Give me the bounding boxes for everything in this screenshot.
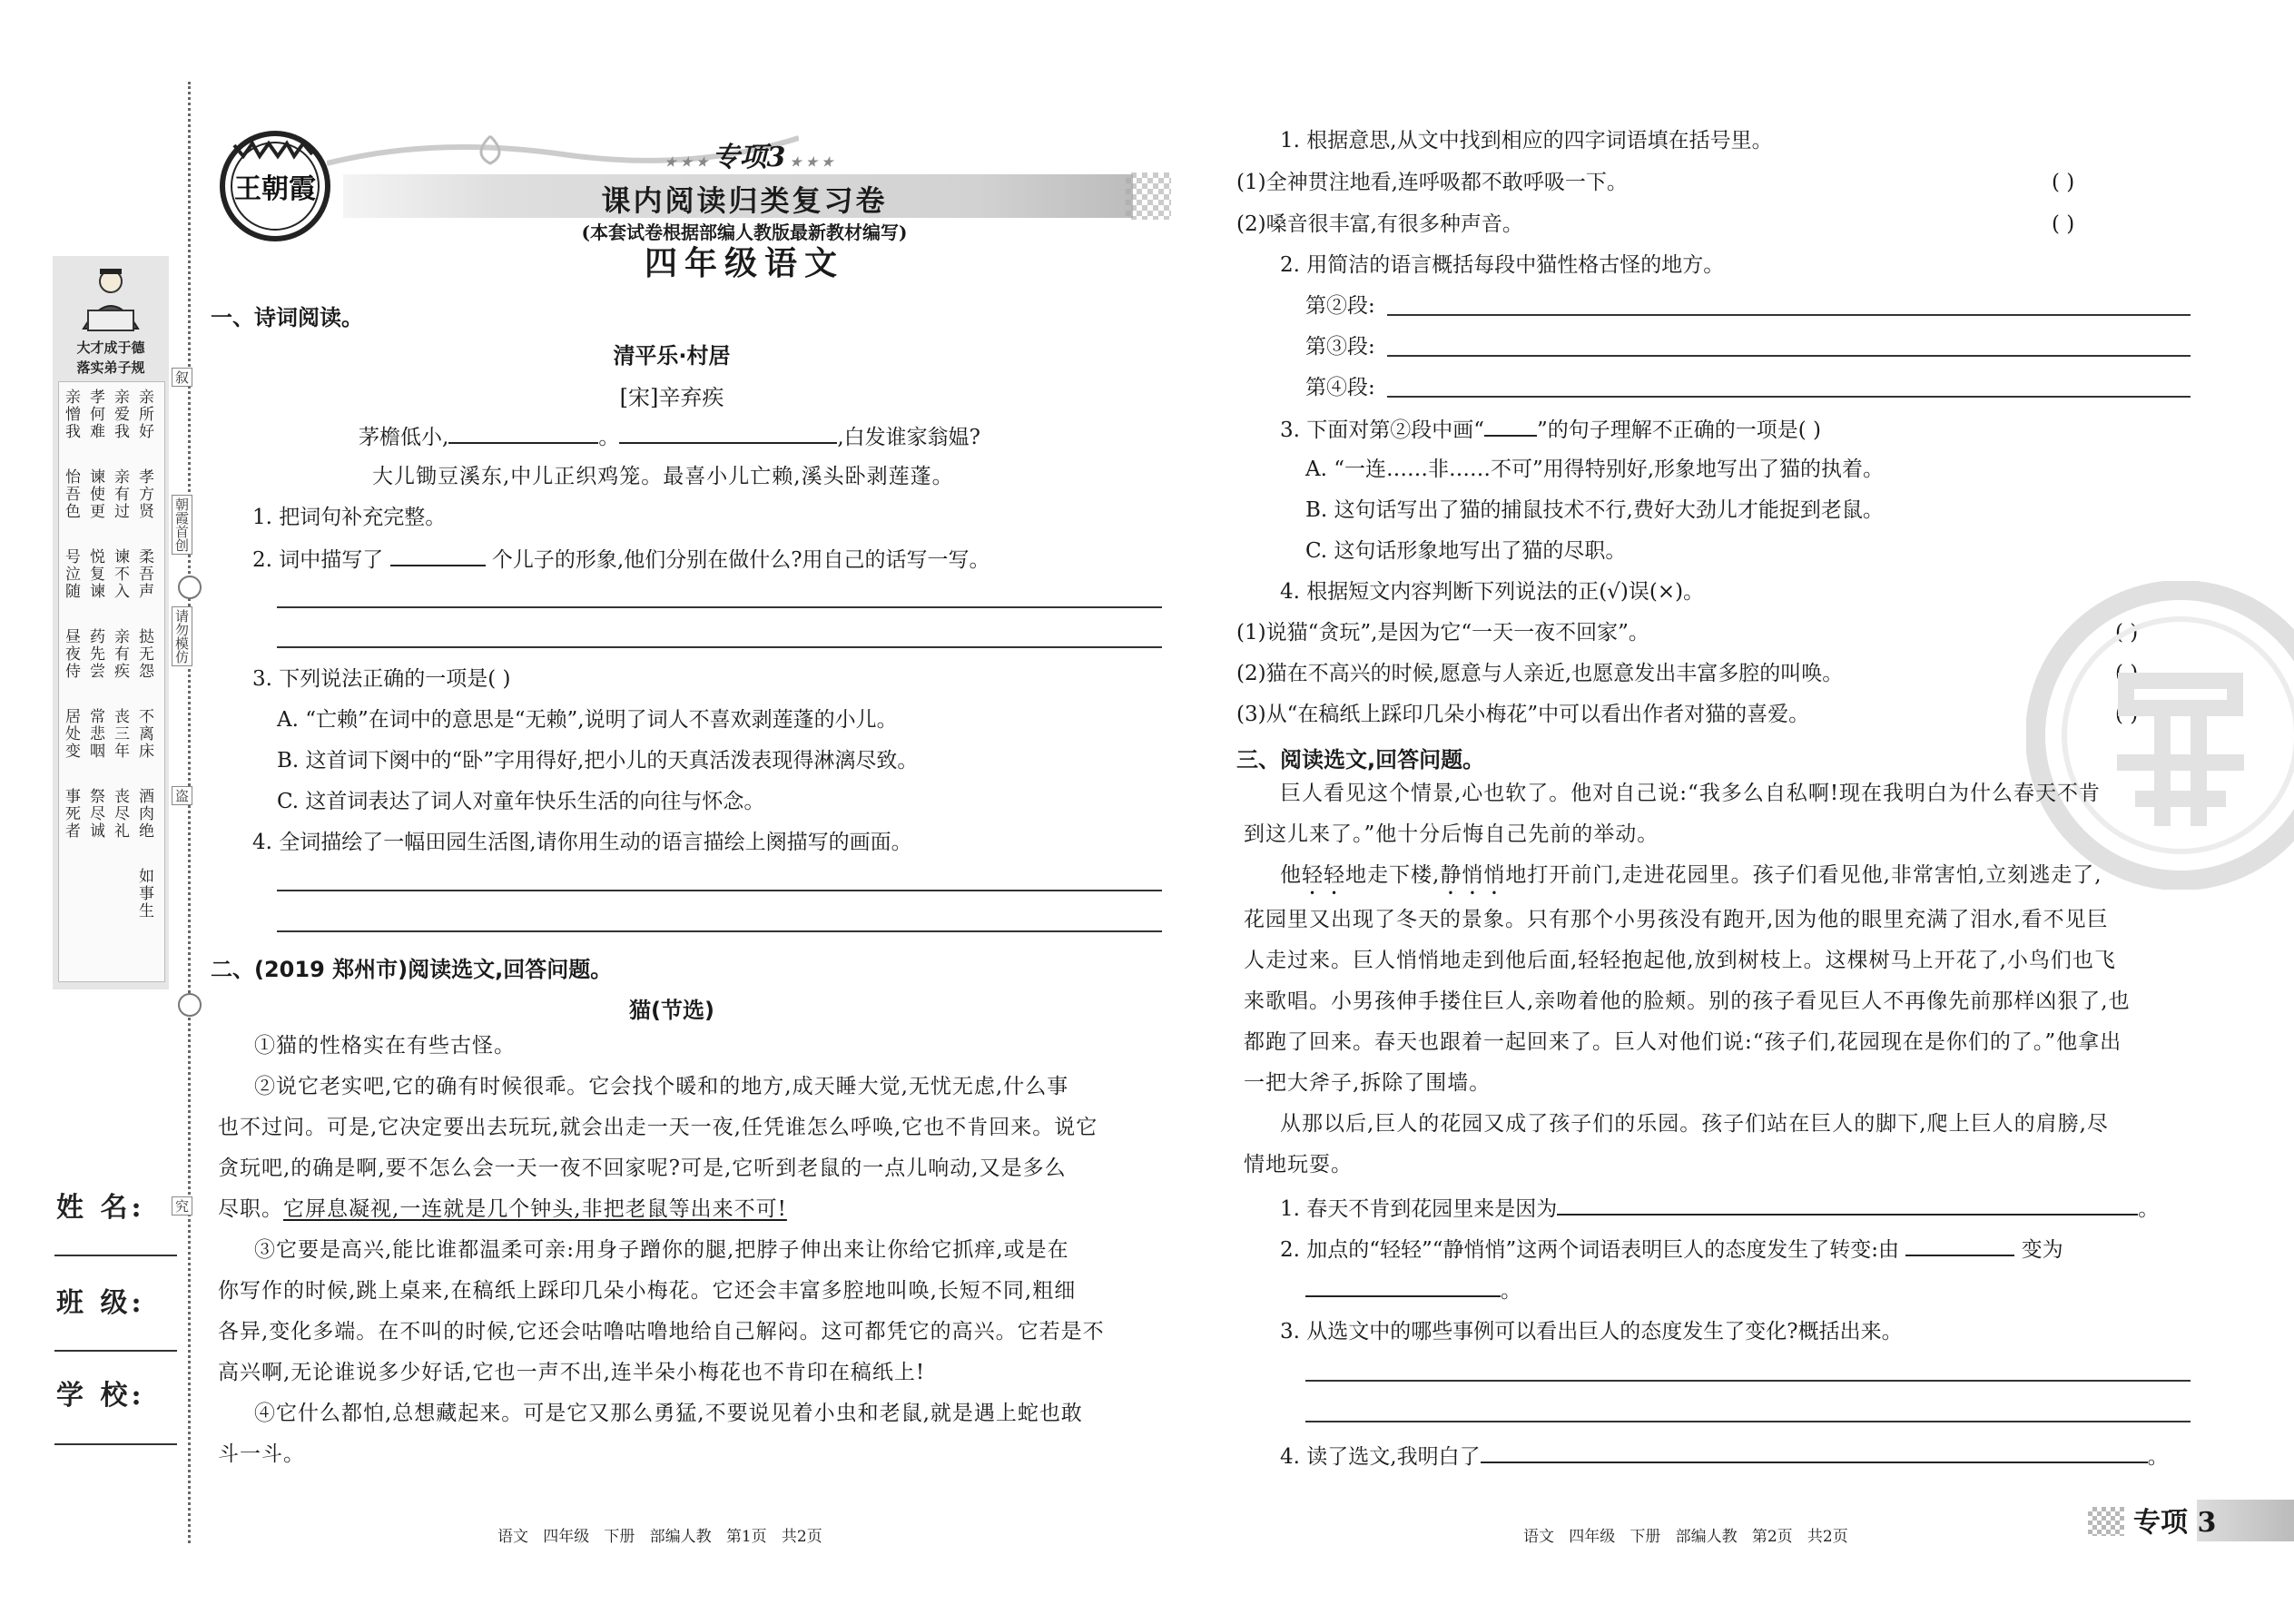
answer-line[interactable] (1305, 1421, 2191, 1422)
s1-q3-option-c[interactable]: C. 这首词表达了词人对童年快乐生活的向往与怀念。 (277, 790, 765, 813)
passage-line: ③它要是高兴,能比谁都温柔可亲:用身子蹭你的腿,把脖子伸出来让你给它抓痒,或是在 (254, 1238, 1069, 1262)
section-1-title: 一、诗词阅读。 (211, 305, 363, 330)
answer-line[interactable] (277, 930, 1162, 932)
fill-blank[interactable] (390, 545, 486, 566)
star-icon: ★ ★ ★ (665, 155, 713, 170)
s2-q4-item-1: (1)说猫“贪玩”,是因为它“一天一夜不回家”。 (1236, 621, 1649, 645)
header-pattern (1126, 172, 1171, 220)
question-text: 。 (1501, 1279, 1521, 1303)
passage-line: 你写作的时候,跳上桌来,在稿纸上踩印几朵小梅花。它还会丰富多腔地叫唤,长短不同,粗细 (218, 1279, 1077, 1303)
s1-question-1: 1. 把词句补充完整。 (252, 506, 447, 529)
passage-line: 人走过来。巨人悄悄地走到他后面,轻轻抱起他,放到树枝上。这棵树马上开花了,小鸟们也飞 (1244, 949, 2116, 972)
poem-column: 不离床 (135, 708, 153, 760)
s2-q3-option-b[interactable]: B. 这句话写出了猫的捕鼠技术不行,费好大劲儿才能捉到老鼠。 (1305, 498, 1884, 522)
cat-passage (218, 1026, 1171, 1475)
passage-line: 情地玩耍。 (1244, 1153, 1353, 1176)
s3-question-1 (1280, 1194, 2159, 1223)
s2-q3-option-c[interactable]: C. 这句话形象地写出了猫的尽职。 (1305, 539, 1627, 563)
question-text: 1. 春天不肯到花园里来是因为 (1280, 1197, 1558, 1221)
section-3-title: 三、阅读选文,回答问题。 (1236, 747, 1485, 773)
question-text: ”的句子理解不正确的一项是( ) (1537, 418, 1822, 442)
star-icon: ★ ★ ★ (785, 155, 833, 170)
s3-question-3: 3. 从选文中的哪些事例可以看出巨人的态度发生了变化?概括出来。 (1280, 1320, 1903, 1343)
poem-column: 亲所好 (135, 389, 153, 440)
s3-question-4 (1280, 1442, 2169, 1471)
poem-column: 丧尽礼 (111, 788, 129, 840)
passage-line (218, 1189, 1171, 1230)
binding-strip (0, 0, 192, 1624)
poem-column: 孝方贤 (135, 468, 153, 520)
s2-question-2: 2. 用简洁的语言概括每段中猫性格古怪的地方。 (1280, 253, 1725, 277)
passage-line: 来歌唱。小男孩伸手搂住巨人,亲吻着他的脸颊。别的孩子看见巨人不再像先前那样凶狠了,也 (1244, 989, 2131, 1013)
poem-column: 谏使更 (86, 468, 104, 520)
paper-subtitle: (本套试卷根据部编人教版最新教材编写) (581, 221, 908, 243)
poem-column: 丧三年 (111, 708, 129, 760)
s2-q2-para-3-label: 第③段: (1305, 335, 1375, 359)
poem-title: 清平乐·村居 (613, 343, 731, 369)
passage-line: 从那以后,巨人的花园又成了孩子们的乐园。孩子们站在巨人的脚下,爬上巨人的肩膀,尽 (1280, 1112, 2109, 1136)
answer-paren[interactable]: ( ) (2052, 171, 2075, 194)
question-text: 变为 (2021, 1238, 2063, 1262)
answer-paren[interactable]: ( ) (2052, 212, 2075, 236)
name-field[interactable] (54, 1255, 177, 1256)
answer-line[interactable] (277, 890, 1162, 891)
answer-line[interactable] (1387, 314, 2191, 316)
passage-line: ④它什么都怕,总想藏起来。可是它又那么勇猛,不要说见着小虫和老鼠,就是遇上蛇也敢 (254, 1402, 1083, 1425)
poem-column: 柔吾声 (135, 548, 153, 600)
passage-line: ①猫的性格实在有些古怪。 (254, 1034, 516, 1058)
fill-blank[interactable] (619, 422, 837, 444)
poem-column: 挞无怨 (135, 628, 153, 680)
s2-question-3 (1280, 415, 1821, 444)
motto-line-1: 大才成于德 (76, 340, 145, 356)
poem-column: 号泣随 (62, 548, 80, 600)
answer-paren[interactable]: ( ) (2115, 621, 2139, 645)
answer-line[interactable] (277, 646, 1162, 648)
answer-line[interactable] (1387, 355, 2191, 357)
perforation-line (188, 82, 191, 1543)
s1-question-2 (252, 545, 990, 574)
binding-ring-icon (178, 576, 202, 599)
side-label-2: 朝霞首创 (172, 495, 192, 555)
side-label-5: 究 (172, 1196, 192, 1216)
grade-title: 四年级语文 (644, 244, 844, 282)
poem-column: 如事生 (135, 868, 153, 920)
series-badge: 专项 3 (2133, 1507, 2217, 1539)
question-text: 4. 读了选文,我明白了 (1280, 1445, 1481, 1469)
s1-question-3: 3. 下列说法正确的一项是( ) (252, 667, 511, 691)
poem-column: 事死者 (62, 788, 80, 840)
series-label (635, 134, 862, 174)
logo-text: 王朝霞 (234, 173, 316, 205)
s1-q3-option-a[interactable]: A. “亡赖”在词中的意思是“无赖”,说明了词人不喜欢剥莲蓬的小儿。 (277, 708, 898, 732)
passage-line: 一把大斧子,拆除了围墙。 (1244, 1071, 1492, 1095)
s2-q4-item-3: (3)从“在稿纸上踩印几朵小梅花”中可以看出作者对猫的喜爱。 (1236, 703, 1810, 726)
fill-blank[interactable] (1305, 1275, 1501, 1297)
question-text: 个儿子的形象,他们分别在做什么?用自己的话写一写。 (491, 548, 990, 572)
side-label-4: 盗 (172, 786, 192, 805)
poem-text: 。 (598, 426, 620, 449)
answer-paren[interactable]: ( ) (2115, 703, 2139, 726)
school-label: 学 校: (56, 1380, 145, 1412)
poem-column: 谏不入 (111, 548, 129, 600)
poem-text: 茅檐低小, (359, 426, 449, 449)
section-2-title: 二、(2019 郑州市)阅读选文,回答问题。 (211, 957, 613, 982)
s2-q3-option-a[interactable]: A. “一连……非……不可”用得特别好,形象地写出了猫的执着。 (1305, 458, 1885, 481)
poem-author: [宋]辛弃疾 (619, 385, 724, 410)
s2-q2-para-2-label: 第②段: (1305, 294, 1375, 318)
side-label-3: 请勿模仿 (172, 606, 192, 666)
passage-line (1244, 855, 2197, 900)
fill-blank[interactable] (448, 422, 598, 444)
passage-text: 地打开前门,走进花园里。孩子们看见他,非常害怕,立刻逃走了, (1505, 863, 2102, 887)
s2-question-4: 4. 根据短文内容判断下列说法的正(√)误(×)。 (1280, 580, 1705, 604)
s3-q2-continuation (1305, 1275, 1521, 1304)
passage-line: 斗一斗。 (218, 1442, 305, 1466)
motto-line-2: 落实弟子规 (76, 359, 145, 376)
giant-passage (1244, 773, 2197, 1186)
passage-text: 地走下楼, (1345, 863, 1441, 887)
mascot-icon (65, 265, 156, 338)
poem-column: 常悲咽 (86, 708, 104, 760)
s2-question-1: 1. 根据意思,从文中找到相应的四字词语填在括号里。 (1280, 129, 1773, 153)
passage-text: 他 (1280, 863, 1302, 887)
school-field[interactable] (54, 1443, 177, 1445)
poem-column: 亲憎我 (62, 389, 80, 440)
poem-column: 亲有过 (111, 468, 129, 520)
underline-sample (1484, 415, 1537, 437)
fill-blank[interactable] (1481, 1442, 2148, 1463)
footer-page-1: 语文 四年级 下册 部编人教 第1页 共2页 (497, 1528, 822, 1546)
question-text: 。 (2138, 1197, 2160, 1221)
question-text: 。 (2147, 1445, 2169, 1469)
passage-line: 也不过问。可是,它决定要出去玩玩,就会出走一天一夜,任凭谁怎么呼唤,它也不肯回来。说它 (218, 1116, 1098, 1139)
poem-line-1 (359, 422, 980, 451)
passage-line: 高兴啊,无论谁说多少好话,它也一声不出,连半朵小梅花也不肯印在稿纸上! (218, 1361, 926, 1384)
s1-question-4: 4. 全词描绘了一幅田园生活图,请你用生动的语言描绘上阕描写的画面。 (252, 831, 912, 854)
fill-blank[interactable] (1557, 1194, 2138, 1216)
passage-line: 巨人看见这个情景,心也软了。他对自己说:“我多么自私啊!现在我明白为什么春天不肯 (1280, 782, 2102, 805)
s2-q1-item-1: (1)全神贯注地看,连呼吸都不敢呼吸一下。 (1236, 171, 1628, 194)
question-text: 3. 下面对第②段中画“ (1280, 418, 1485, 442)
s3-question-2 (1280, 1235, 2063, 1264)
passage-line: 到这儿来了。”他十分后悔自己先前的举动。 (1244, 822, 1659, 846)
answer-line[interactable] (277, 606, 1162, 608)
badge-pattern (2088, 1507, 2124, 1536)
answer-paren[interactable]: ( ) (2115, 662, 2139, 685)
class-label: 班 级: (56, 1287, 145, 1319)
brand-logo (216, 127, 334, 245)
s1-q3-option-b[interactable]: B. 这首词下阕中的“卧”字用得好,把小儿的天真活泼表现得淋漓尽致。 (277, 749, 919, 773)
footer-page-2: 语文 四年级 下册 部编人教 第2页 共2页 (1523, 1528, 1848, 1546)
question-text: 2. 词中描写了 (252, 548, 384, 572)
s2-q2-para-4-label: 第④段: (1305, 376, 1375, 399)
passage-title: 猫(节选) (629, 998, 714, 1023)
paper-title: 课内阅读归类复习卷 (601, 183, 888, 218)
poem-column: 孝何难 (86, 389, 104, 440)
passage-line: ②说它老实吧,它的确有时候很乖。它会找个暖和的地方,成天睡大觉,无忧无虑,什么事 (254, 1075, 1069, 1098)
poem-column: 怡吾色 (62, 468, 80, 520)
poem-column: 昼夜侍 (62, 628, 80, 680)
passage-line: 都跑了回来。春天也跟着一起回来了。巨人对他们说:“孩子们,花园现在是你们的了。”他拿出 (1244, 1030, 2122, 1054)
underlined-sentence: 它屏息凝视,一连就是几个钟头,非把老鼠等出来不可! (283, 1197, 787, 1221)
poem-column: 居处变 (62, 708, 80, 760)
poem-column: 悦复谏 (86, 548, 104, 600)
answer-line[interactable] (1305, 1380, 2191, 1382)
poem-column: 祭尽诚 (86, 788, 104, 840)
passage-line: 各异,变化多端。在不叫的时候,它还会咕噜咕噜地给自己解闷。这可都凭它的高兴。它若是不 (218, 1320, 1105, 1343)
passage-line: 花园里又出现了冬天的景象。只有那个小男孩没有跑开,因为他的眼里充满了泪水,看不见巨 (1244, 908, 2109, 931)
passage-text: 尽职。 (218, 1197, 283, 1221)
s2-q1-item-2: (2)嗓音很丰富,有很多种声音。 (1236, 212, 1523, 236)
poem-column: 药先尝 (86, 628, 104, 680)
poem-column: 亲爱我 (111, 389, 129, 440)
dotted-word: 轻轻 (1302, 863, 1345, 887)
question-text: 2. 加点的“轻轻”“静悄悄”这两个词语表明巨人的态度发生了转变:由 (1280, 1238, 1900, 1262)
poem-column: 酒肉绝 (135, 788, 153, 840)
poem-column: 亲有疾 (111, 628, 129, 680)
side-label-1: 叙 (172, 368, 192, 387)
binding-ring-icon (178, 993, 202, 1017)
s2-q4-item-2: (2)猫在不高兴的时候,愿意与人亲近,也愿意发出丰富多腔的叫唤。 (1236, 662, 1844, 685)
dotted-word: 静悄悄 (1440, 863, 1506, 887)
poem-line-2: 大儿锄豆溪东,中儿正织鸡笼。最喜小儿亡赖,溪头卧剥莲蓬。 (372, 465, 954, 488)
passage-line: 贪玩吧,的确是啊,要不怎么会一天一夜不回家呢?可是,它听到老鼠的一点儿响动,又是多么 (218, 1156, 1067, 1180)
poem-text: ,白发谁家翁媪? (837, 426, 980, 449)
fill-blank[interactable] (1905, 1235, 2014, 1256)
class-field[interactable] (54, 1350, 177, 1352)
answer-line[interactable] (1387, 396, 2191, 398)
series-text: 专项3 (712, 142, 786, 173)
name-label: 姓 名: (56, 1192, 145, 1224)
